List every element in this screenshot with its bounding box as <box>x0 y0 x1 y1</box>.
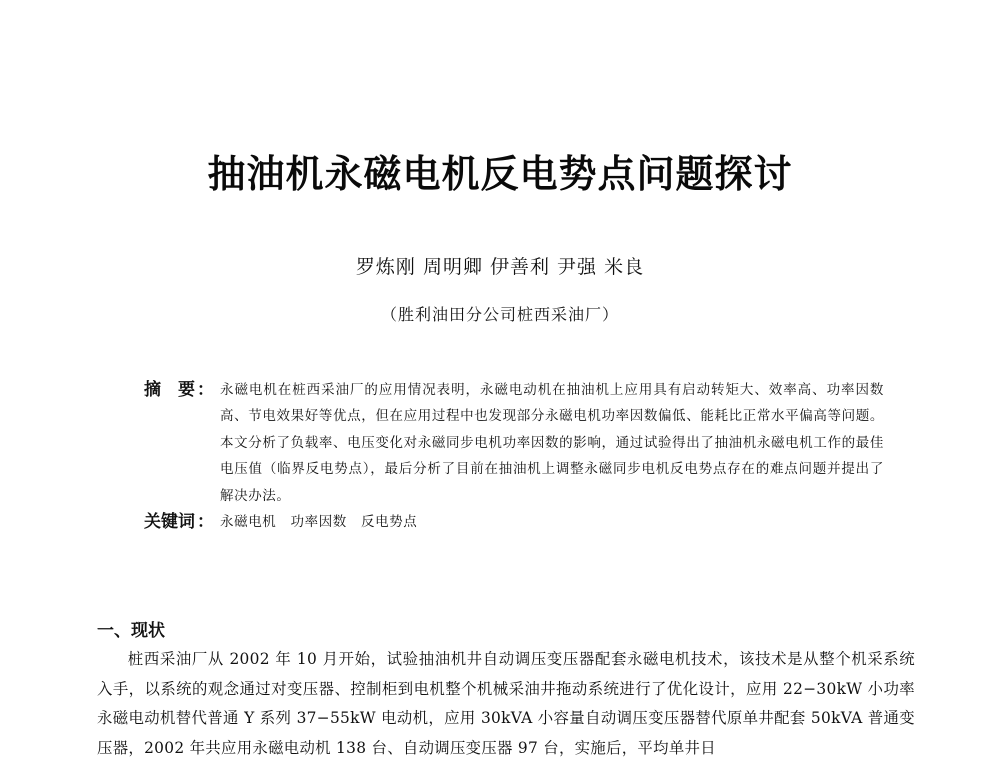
abstract <box>144 377 884 509</box>
abstract-text: 永磁电机在桩西采油厂的应用情况表明，永磁电动机在抽油机上应用具有启动转矩大、效率高、功率因数高、节电效果好等优点，但在应用过程中也发现部分永磁电机功率因数偏低、能耗比正常水平偏高等问题。本文分析了负载率、电压变化对永磁同步电机功率因数的影响，通过试验得出了抽油机永磁电机工作的最佳电压值（临界反电势点），最后分析了目前在抽油机上调整永磁同步电机反电势点存在的难点问题并提出了解决办法。 <box>220 382 884 504</box>
abstract-label <box>144 377 220 403</box>
keywords <box>144 509 884 535</box>
author-list: 罗炼刚 周明卿 伊善利 尹强 米良 <box>355 256 645 278</box>
keywords-label <box>144 509 220 535</box>
abstract-block <box>144 377 884 535</box>
abstract-colon: ： <box>197 380 214 400</box>
section-heading: 一、现状 <box>97 621 165 641</box>
abstract-label-text: 摘 要 <box>144 380 195 400</box>
keywords-text: 永磁电机 功率因数 反电势点 <box>220 514 418 531</box>
body-paragraph: 桩西采油厂从 2002 年 10 月开始，试验抽油机井自动调压变压器配套永磁电机技术，该技术是从整个机采系统入手，以系统的观念通过对变压器、控制柜到电机整个机械采油井拖动系统进行了优化设计，应用 22−30kW 小功率永磁电动机替代普通 Y 系列 37−55kW 电动机，应用 30kVA 小容量自动调压变压器替代原单井配套 50kVA 普通变压器，2002 年共应用永磁电动机 138 台、自动调压变压器 97 台，实施后，平均单井日 <box>97 650 915 757</box>
paper-title: 抽油机永磁电机反电势点问题探讨 <box>207 152 793 196</box>
affiliation: （胜利油田分公司桩西采油厂） <box>380 305 619 324</box>
keywords-label-text: 关键词 <box>144 512 195 533</box>
keywords-colon: ： <box>197 512 214 533</box>
